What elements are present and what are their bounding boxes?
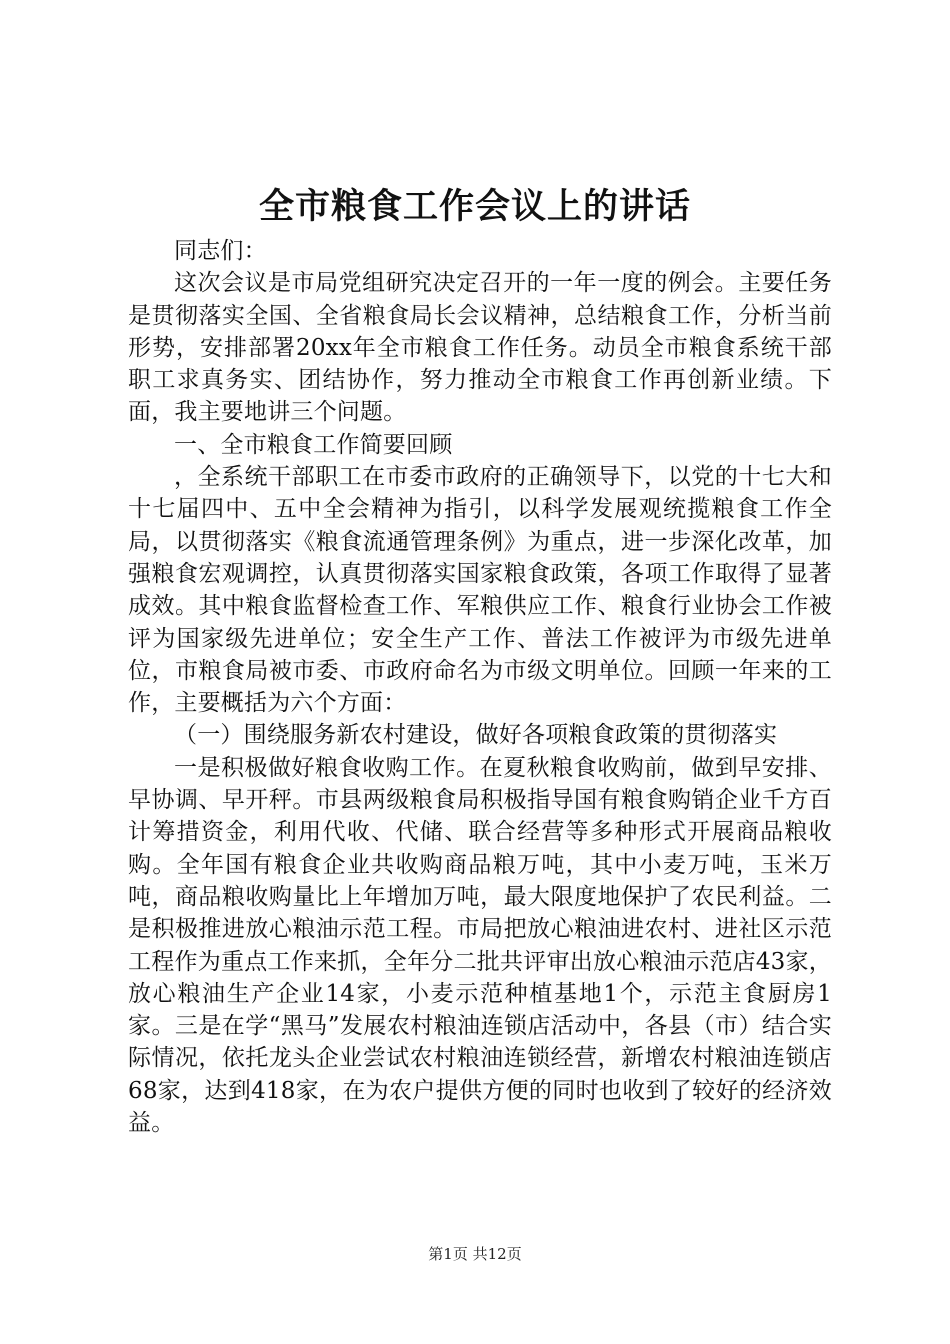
intro-paragraph: 这次会议是市局党组研究决定召开的一年一度的例会。主要任务是贯彻落实全国、全省粮食局长会议精神，总结粮食工作，分析当前形势，安排部署20xx年全市粮食工作任务。动员全市粮食系统干部职工求真务实、团结协作，努力推动全市粮食工作再创新业绩。下面，我主要地讲三个问题。 [128,270,832,426]
salutation-paragraph: 同志们： [174,238,267,264]
procurement-paragraph: 一是积极做好粮食收购工作。在夏秋粮食收购前，做到早安排、早协调、早开秤。市县两级粮食局积极指导国有粮食购销企业千方百计筹措资金，利用代收、代储、联合经营等多种形式开展商品粮收购。全年国有粮食企业共收购商品粮万吨，其中小麦万吨，玉米万吨，商品粮收购量比上年增加万吨，最大限度地保护了农民利益。二是积极推进放心粮油示范工程。市局把放心粮油进农村、进社区示范工程作为重点工作来抓，全年分二批共评审出放心粮油示范店43家，放心粮油生产企业14家，小麦示范种植基地1个，示范主食厨房1家。三是在学“黑马”发展农村粮油连锁店活动中，各县（市）结合实际情况，依托龙头企业尝试农村粮油连锁经营，新增农村粮油连锁店68家，达到418家，在为农户提供方便的同时也收到了较好的经济效益。 [128,754,832,1137]
page-footer: 第1页 共12页 [428,1245,522,1263]
section-heading: 一、全市粮食工作简要回顾 [174,431,453,458]
document-body [128,235,832,1139]
page-title: 全市粮食工作会议上的讲话 [258,186,691,227]
review-paragraph: ，全系统干部职工在市委市政府的正确领导下，以党的十七大和十七届四中、五中全会精神为指引，以科学发展观统揽粮食工作全局，以贯彻落实《粮食流通管理条例》为重点，进一步深化改革，加强粮食宏观调控，认真贯彻落实国家粮食政策，各项工作取得了显著成效。其中粮食监督检查工作、军粮供应工作、粮食行业协会工作被评为国家级先进单位；安全生产工作、普法工作被评为市级先进单位，市粮食局被市委、市政府命名为市级文明单位。回顾一年来的工作，主要概括为六个方面： [128,464,832,717]
subsection-heading: （一）围绕服务新农村建设，做好各项粮食政策的贯彻落实 [174,722,778,749]
